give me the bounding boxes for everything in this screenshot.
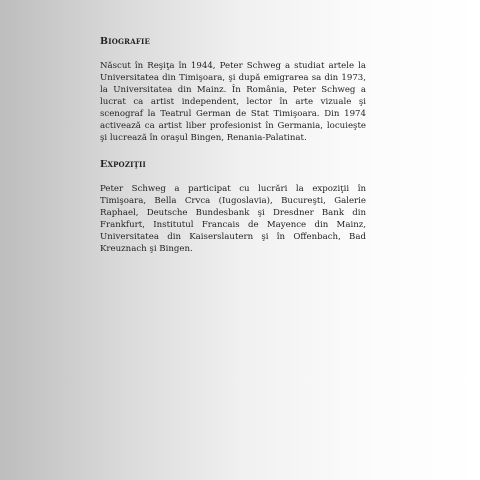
exhibitions-paragraph: Peter Schweg a participat cu lucrări la expoziţii în Timişoara, Bella Crvca (Iugoslavia), Bucureşti, Galerie Raphael, Deutsche Bundesbank şi Dresdner Bank din Frankfurt, Institutul Francais de Mayence din Mainz, Universitatea din Kaiserslautern şi în Offenbach, Bad Kreuznach şi Bingen. (100, 184, 366, 254)
biography-paragraph: Născut în Reşiţa în 1944, Peter Schweg a studiat artele la Universitatea din Timişoara, şi după emigrarea sa din 1973, la Universitatea din Mainz. În România, Peter Schweg a lucrat ca artist independent, lector în arte vizuale şi scenograf la Teatrul German de Stat Timişoara. Din 1974 activează ca artist liber profesionist în Germania, locuieşte şi lucrează în oraşul Bingen, Renania-Palatinat. (100, 61, 366, 143)
biography-section (100, 36, 366, 144)
document-page (100, 36, 366, 270)
biography-heading: Biografie (100, 36, 151, 47)
exhibitions-heading: Expoziţii (100, 159, 146, 170)
exhibitions-section (100, 159, 366, 255)
